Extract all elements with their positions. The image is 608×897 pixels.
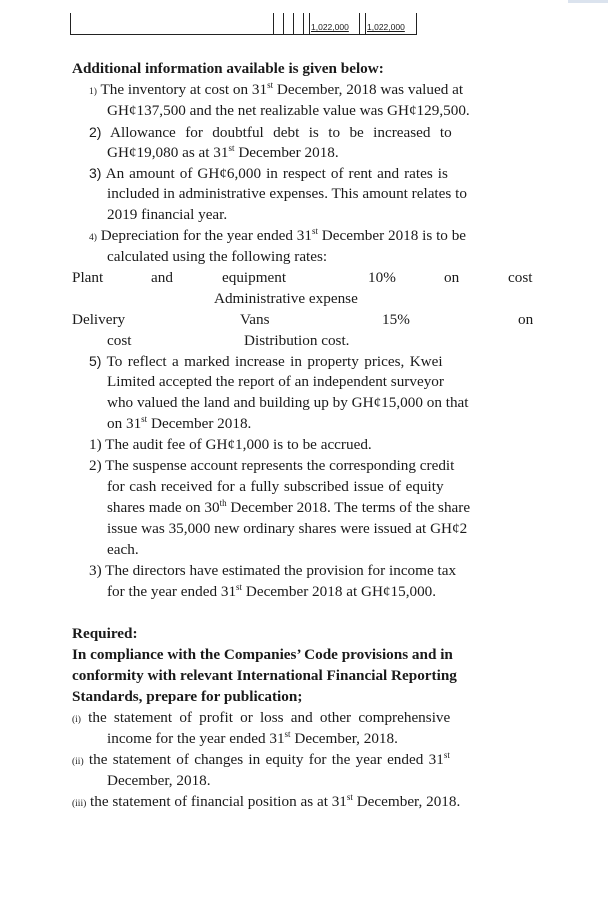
text: December, 2018. [352, 793, 461, 810]
table-rule [365, 13, 366, 34]
text-line: for cash received for a fully subscribed issue of equity [107, 478, 444, 495]
text-line: Limited accepted the report of an independent surveyor [107, 373, 444, 390]
superscript: st [346, 792, 353, 802]
list-number: (iii) [72, 799, 87, 809]
text: for the year ended 31 [107, 583, 237, 600]
list-number: (i) [72, 715, 81, 725]
scroll-edge [568, 0, 608, 8]
text-line: included in administrative expenses. This amount relates to [107, 185, 467, 202]
text: Depreciation for the year ended 31 [100, 227, 312, 244]
text: December 2018 at GH¢15,000. [242, 583, 437, 600]
text: Allowance for doubtful debt is to be increased to [110, 124, 452, 141]
table-fragment [70, 13, 417, 35]
text-line: issue was 35,000 new ordinary shares were issued at GH¢2 [107, 520, 468, 537]
text-line: 2019 financial year. [107, 206, 228, 223]
text-line [107, 414, 251, 435]
rate-percent: 15% [382, 311, 410, 328]
superscript: st [228, 143, 235, 153]
list-item [89, 226, 466, 249]
text-line [107, 498, 470, 519]
text: The inventory at cost on 31 [100, 81, 268, 98]
list-number: 1) [89, 87, 97, 97]
required-item [72, 750, 450, 773]
table-rule [283, 13, 284, 34]
list-item [89, 163, 448, 185]
text-line [107, 729, 398, 750]
rate-word: on [518, 311, 534, 328]
list-item: 1) The audit fee of GH¢1,000 is to be accrued. [89, 436, 372, 453]
table-amount: 1,022,000 [311, 22, 349, 32]
text-line: who valued the land and building up by GH¢15,000 on that [107, 394, 469, 411]
required-item [72, 708, 450, 731]
rate-word: and [151, 269, 173, 286]
rate-expense: Administrative expense [214, 290, 358, 307]
list-number: (ii) [72, 757, 84, 767]
text-line: December, 2018. [107, 772, 211, 789]
rate-basis: cost [508, 269, 533, 286]
text: December, 2018. [290, 730, 398, 747]
table-rule [359, 13, 360, 34]
text: income for the year ended 31 [107, 730, 285, 747]
text: December 2018 is to be [318, 227, 467, 244]
rate-word: Plant [72, 269, 104, 286]
required-item [72, 792, 460, 815]
text: shares made on 30 [107, 499, 220, 516]
list-item [89, 122, 452, 144]
required-line: conformity with relevant International Financial Reporting [72, 667, 457, 684]
text: the statement of changes in equity for the year ended 31 [88, 751, 444, 768]
superscript: st [141, 414, 148, 424]
text-line [107, 582, 436, 603]
superscript: st [443, 750, 450, 760]
text: December 2018. [147, 415, 252, 432]
section-heading: Additional information available is given below: [72, 60, 384, 77]
text: the statement of financial position as at 31 [90, 793, 347, 810]
text: the statement of profit or loss and other comprehensive [88, 709, 451, 726]
text: An amount of GH¢6,000 in respect of rent and rates is [105, 165, 448, 182]
superscript: st [311, 226, 318, 236]
table-rule [293, 13, 294, 34]
rate-word: Vans [240, 311, 270, 328]
superscript: st [267, 80, 274, 90]
table-rule [309, 13, 310, 34]
list-item [89, 80, 463, 103]
rate-word: equipment [222, 269, 287, 286]
text: December 2018. [234, 144, 339, 161]
text-line: each. [107, 541, 139, 558]
rate-word: Delivery [72, 311, 126, 328]
list-number: 3) [89, 165, 102, 181]
text: December 2018. The terms of the share [226, 499, 471, 516]
superscript: st [236, 582, 243, 592]
text-line: calculated using the following rates: [107, 248, 328, 265]
list-number: 2) [89, 124, 102, 140]
table-rule [303, 13, 304, 34]
rate-percent: 10% [368, 269, 396, 286]
rate-word: on [444, 269, 460, 286]
list-number: 5) [89, 353, 102, 369]
rate-basis: cost [107, 332, 132, 349]
superscript: st [284, 729, 291, 739]
table-amount: 1,022,000 [367, 22, 405, 32]
superscript: th [219, 498, 227, 508]
required-title: Required: [72, 625, 138, 642]
required-line: Standards, prepare for publication; [72, 688, 303, 705]
list-item: 3) The directors have estimated the provision for income tax [89, 562, 457, 579]
rate-expense: Distribution cost. [244, 332, 350, 349]
text: GH¢19,080 as at 31 [107, 144, 229, 161]
required-line: In compliance with the Companies’ Code provisions and in [72, 646, 453, 663]
table-rule [273, 13, 274, 34]
list-item: 2) The suspense account represents the corresponding credit [89, 457, 455, 474]
text-line: GH¢137,500 and the net realizable value was GH¢129,500. [107, 102, 470, 119]
text-line [107, 143, 339, 164]
text: on 31 [107, 415, 142, 432]
list-item [89, 351, 443, 373]
text: To reflect a marked increase in property prices, Kwei [106, 353, 443, 370]
list-number: 4) [89, 233, 97, 243]
text: December, 2018 was valued at [273, 81, 464, 98]
